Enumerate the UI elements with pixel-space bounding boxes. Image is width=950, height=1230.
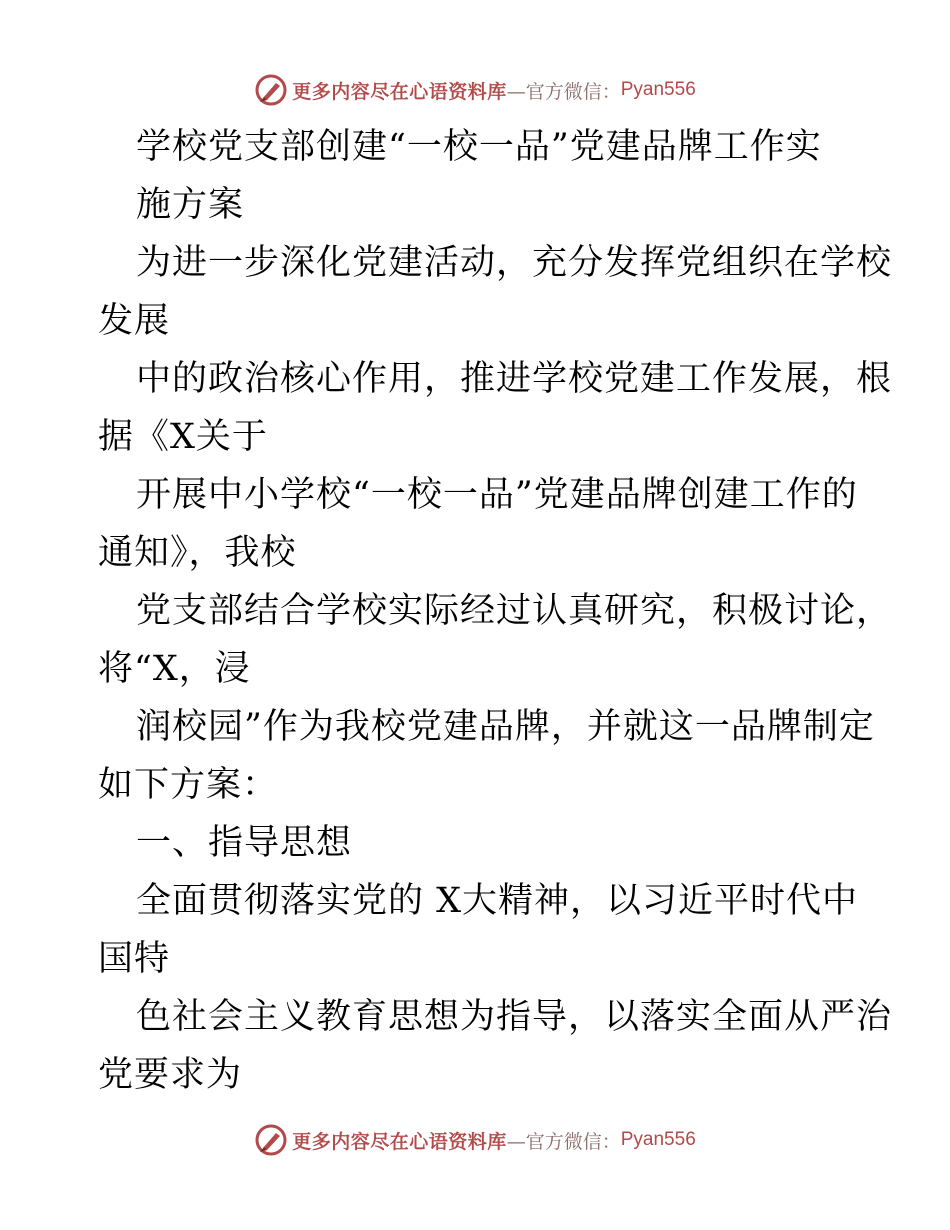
- paragraph-line: 据《X关于: [98, 417, 268, 457]
- paragraph-line: 将“X，浸: [98, 649, 251, 689]
- paragraph-line: 润校园”作为我校党建品牌，并就这一品牌制定: [136, 707, 875, 747]
- watermark-wechat-label: —官方微信：: [506, 1130, 621, 1153]
- paragraph-line: 党要求为: [98, 1055, 243, 1095]
- paragraph-line: 国特: [98, 939, 171, 979]
- pen-circle-logo-icon: [254, 73, 288, 107]
- paragraph-line: 党支部结合学校实际经过认真研究，积极讨论，: [136, 591, 893, 631]
- watermark-wechat-id: Pyan556: [620, 79, 696, 100]
- watermark-main-text: 更多内容尽在心语资料库: [292, 80, 507, 103]
- footer-watermark: [0, 1120, 950, 1160]
- section-heading: 一、指导思想: [136, 823, 353, 863]
- paragraph-line: 通知》，我校: [98, 533, 297, 573]
- paragraph-line: 为进一步深化党建活动，充分发挥党组织在学校: [136, 243, 893, 283]
- paragraph-line: 发展: [98, 301, 171, 341]
- document-title-line-2: 施方案: [136, 185, 245, 225]
- header-watermark: [0, 70, 950, 110]
- paragraph-line: 如下方案：: [98, 765, 279, 805]
- paragraph-line: 开展中小学校“一校一品”党建品牌创建工作的: [136, 475, 858, 515]
- paragraph-line: 全面贯彻落实党的 X大精神，以习近平时代中: [136, 881, 859, 921]
- watermark-wechat-label: —官方微信：: [506, 80, 621, 103]
- paragraph-line: 色社会主义教育思想为指导，以落实全面从严治: [136, 997, 893, 1037]
- document-body: [98, 118, 893, 1104]
- paragraph-line: 中的政治核心作用，推进学校党建工作发展，根: [136, 359, 893, 399]
- document-title-line-1: 学校党支部创建“一校一品”党建品牌工作实: [136, 127, 822, 167]
- watermark-wechat-id: Pyan556: [620, 1129, 696, 1150]
- pen-circle-logo-icon: [254, 1123, 288, 1157]
- watermark-main-text: 更多内容尽在心语资料库: [292, 1130, 507, 1153]
